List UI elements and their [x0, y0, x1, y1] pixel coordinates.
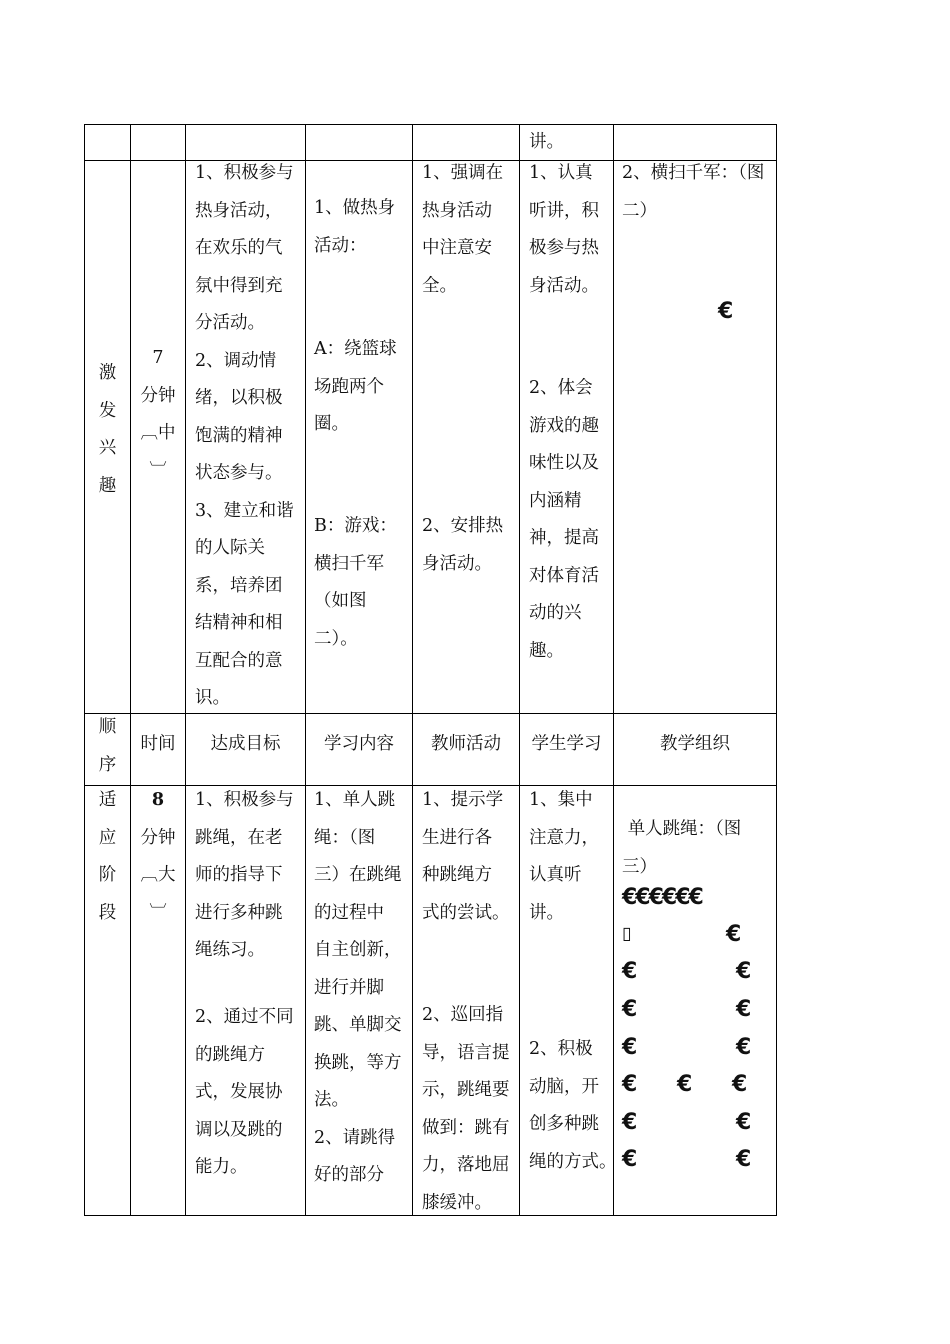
goal-line: 状态参与。 [195, 463, 283, 483]
player-marker-icon: € [736, 1147, 752, 1172]
row1-student-a [529, 155, 599, 305]
goal-line: 1、积极参与 [195, 163, 294, 183]
player-marker-icon: € [677, 1072, 693, 1097]
content-line: 换跳，等方 [314, 1052, 402, 1073]
header-time: 时间 [140, 734, 176, 754]
goal-line: 跳绳，在老 [195, 827, 283, 848]
row1-content-c [314, 508, 397, 658]
content-line: 场跑两个 [314, 376, 384, 397]
player-marker-icon: € [622, 1072, 638, 1097]
row1-content-b [314, 331, 397, 444]
player-marker-icon: € [718, 299, 734, 324]
teacher-line: 1、强调在 [422, 163, 504, 183]
student-line: 绳的方式。 [529, 1151, 617, 1172]
goal-line: 在欢乐的气 [195, 238, 283, 258]
goal-line: 2、通过不同 [195, 1007, 294, 1027]
stage-char: 适 [98, 790, 117, 810]
row2-student-a [529, 782, 599, 932]
teacher-line: 做到：跳有 [422, 1117, 510, 1138]
org-line: 三） [622, 856, 657, 877]
student-line: 味性以及 [529, 453, 599, 473]
player-marker-icon: € [726, 922, 742, 947]
goal-line: 式，发展协 [195, 1082, 283, 1102]
goal-line: 的人际关 [195, 538, 265, 558]
row2-teacher-b [422, 997, 510, 1222]
goal-line: 互配合的意 [195, 650, 283, 671]
goal-line: 3、建立和谐 [195, 500, 294, 521]
goal-line: 2、调动情 [195, 350, 277, 371]
org-line: 二） [622, 200, 657, 221]
teacher-line: 全。 [422, 275, 457, 296]
header-order [85, 709, 130, 784]
goal-line: 调以及跳的 [195, 1119, 283, 1140]
goal-line: 结精神和相 [195, 613, 283, 633]
teacher-line: 示，跳绳要 [422, 1080, 510, 1100]
player-marker-icon: € [732, 1072, 748, 1097]
student-line: 内涵精 [529, 490, 582, 511]
student-line: 动脑，开 [529, 1076, 599, 1097]
row2-org [622, 811, 741, 886]
student-line: 趣。 [529, 640, 564, 661]
time-line: 分钟 [140, 385, 176, 406]
stage-char: 发 [98, 400, 117, 421]
content-line: 法。 [314, 1090, 349, 1110]
student-line: 2、积极 [529, 1039, 593, 1059]
content-line: 绳：（图 [314, 827, 376, 848]
header-order-char: 序 [98, 754, 117, 775]
time-line: ︹大 [140, 865, 176, 885]
player-marker-icon: € [622, 1147, 638, 1172]
teacher-line: 2、巡回指 [422, 1005, 504, 1025]
content-line: 跳、单脚交 [314, 1015, 402, 1035]
player-marker-icon: € [622, 997, 638, 1022]
goal-line: 1、积极参与 [195, 790, 294, 810]
org-line: 2、横扫千军：（图 [622, 163, 765, 183]
row1-student-b [529, 370, 599, 670]
goal-line: 能力。 [195, 1157, 248, 1177]
student-line: 神，提高 [529, 528, 599, 548]
row2-teacher-a [422, 782, 510, 932]
student-line: 创多种跳 [529, 1114, 599, 1134]
student-line: 1、认真 [529, 163, 593, 183]
rope-box-icon: ▯ [622, 924, 632, 944]
player-marker-icon: € [736, 1110, 752, 1135]
goal-line: 氛中得到充 [195, 275, 283, 296]
time-line: ︺ [149, 460, 167, 481]
student-line: 注意力， [529, 827, 599, 848]
content-line: 1、做热身 [314, 198, 396, 218]
teacher-line: 力，落地屈 [422, 1155, 510, 1175]
row1-time [131, 340, 185, 490]
teacher-line: 2、安排热 [422, 516, 504, 536]
time-line: 7 [152, 348, 164, 368]
teacher-line: 中注意安 [422, 238, 492, 258]
content-line: 进行并脚 [314, 977, 384, 998]
goal-line: 饱满的精神 [195, 425, 283, 446]
content-line: 二）。 [314, 628, 358, 649]
time-line: 8 [151, 790, 165, 810]
teacher-line: 式的尝试。 [422, 902, 510, 923]
header-org: 教学组织 [660, 734, 730, 754]
header-order-char: 顺 [98, 717, 117, 737]
student-line: 对体育活 [529, 565, 599, 586]
stage-char: 阶 [98, 865, 117, 885]
content-line: B：游戏： [314, 516, 397, 536]
time-line: ︹中 [140, 423, 176, 443]
header-goals: 达成目标 [210, 734, 281, 754]
header-teacher: 教师活动 [431, 734, 501, 754]
goal-line: 的跳绳方 [195, 1044, 265, 1065]
student-line: 听讲，积 [529, 200, 599, 221]
content-line: 三）在跳绳 [314, 865, 402, 885]
stage-char: 兴 [98, 438, 117, 458]
content-line: 自主创新， [314, 940, 402, 960]
row2-student-b [529, 1031, 617, 1181]
stage-char: 激 [98, 363, 117, 383]
content-line: A：绕篮球 [314, 339, 397, 359]
content-line: 的过程中 [314, 902, 384, 923]
student-line: 极参与热 [529, 238, 599, 258]
row1-stage [85, 355, 130, 505]
student-line: 2、体会 [529, 378, 593, 398]
goal-line: 识。 [195, 688, 230, 708]
goal-line: 热身活动， [195, 200, 283, 221]
row1-teacher-b [422, 508, 503, 583]
goal-line: 分活动。 [195, 313, 265, 333]
goal-line: 进行多种跳 [195, 902, 283, 923]
player-marker-icon: € [736, 1035, 752, 1060]
content-line: 圈。 [314, 414, 349, 434]
row0-student-text: 讲。 [529, 132, 564, 152]
row2-stage [85, 782, 130, 932]
stage-char: 段 [98, 902, 117, 923]
player-marker-icon: € [736, 997, 752, 1022]
student-line: 讲。 [529, 902, 564, 923]
player-marker-icon: € [736, 959, 752, 984]
goal-line: 师的指导下 [195, 865, 283, 885]
goal-line: 系，培养团 [195, 575, 283, 596]
time-line: ︺ [149, 902, 167, 923]
student-line: 1、集中 [529, 790, 593, 810]
goal-line: 绪，以积极 [195, 388, 283, 408]
goal-line: 绳练习。 [195, 940, 265, 960]
time-line: 分钟 [140, 827, 176, 848]
teacher-line: 1、提示学 [422, 790, 504, 810]
teacher-line: 身活动。 [422, 553, 492, 574]
teacher-line: 生进行各 [422, 827, 492, 848]
row2-time [131, 782, 185, 932]
row1-content-a [314, 190, 395, 265]
row2-content [314, 782, 402, 1195]
header-student: 学生学习 [531, 734, 602, 754]
content-line: （如图 [314, 591, 367, 611]
content-line: 好的部分 [314, 1165, 384, 1185]
student-line: 认真听 [529, 865, 582, 885]
content-line: 横扫千军 [314, 553, 384, 574]
student-line: 游戏的趣 [529, 415, 599, 436]
stage-char: 趣 [98, 475, 117, 496]
row1-goals [195, 155, 294, 718]
content-line: 2、请跳得 [314, 1127, 396, 1148]
student-line: 动的兴 [529, 603, 582, 623]
teacher-line: 导，语言提 [422, 1042, 510, 1063]
stage-char: 应 [98, 827, 117, 848]
student-line: 身活动。 [529, 275, 599, 296]
org-line: 单人跳绳：（图 [622, 819, 742, 839]
teacher-line: 种跳绳方 [422, 865, 492, 885]
row2-goals-a [195, 782, 294, 970]
player-row-icon: €€€€€€ [622, 885, 702, 910]
teacher-line: 热身活动 [422, 200, 492, 221]
player-marker-icon: € [622, 1110, 638, 1135]
row1-teacher-a [422, 155, 503, 305]
content-line: 活动： [314, 235, 367, 256]
player-marker-icon: € [622, 1035, 638, 1060]
teacher-line: 膝缓冲。 [422, 1192, 492, 1213]
row2-goals-b [195, 999, 294, 1187]
content-line: 1、单人跳 [314, 790, 396, 810]
row1-org [622, 155, 764, 230]
player-marker-icon: € [622, 959, 638, 984]
header-content: 学习内容 [324, 734, 394, 754]
